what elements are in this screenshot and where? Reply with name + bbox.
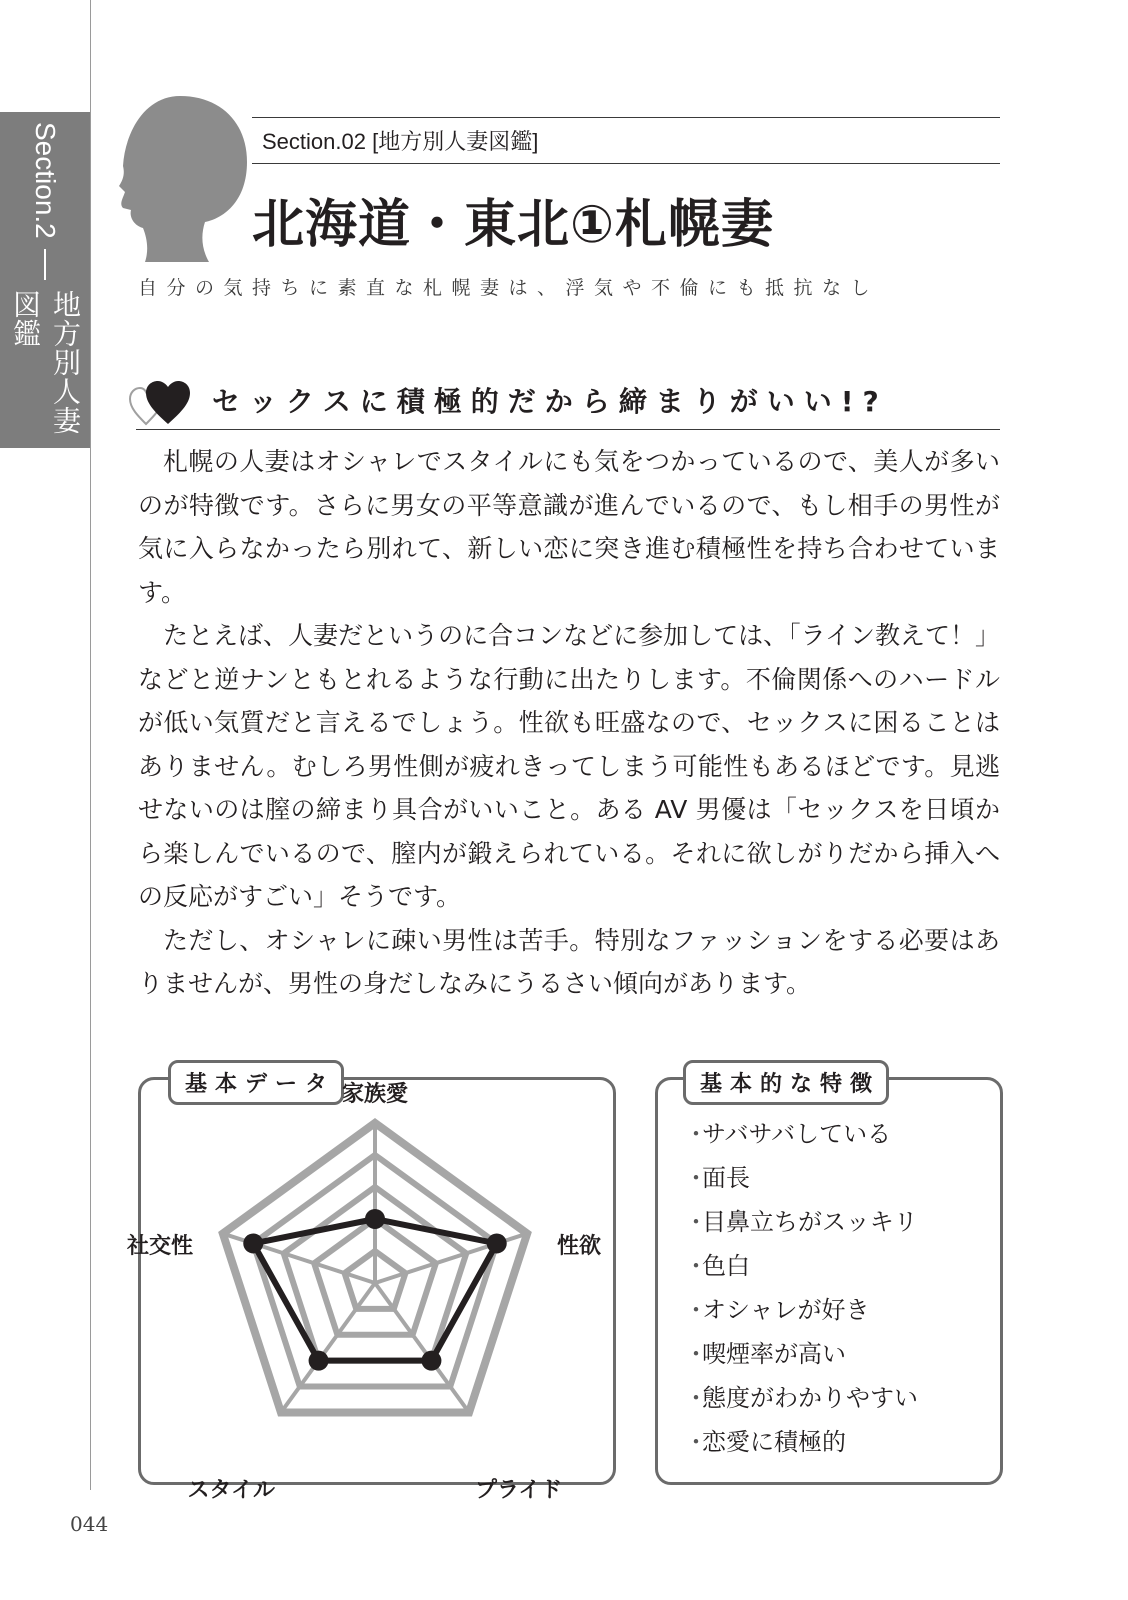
radar-chart bbox=[126, 1080, 613, 1503]
radar-point bbox=[309, 1351, 329, 1371]
heading-rule bbox=[136, 429, 1000, 430]
feature-bullet: ・ bbox=[684, 1208, 708, 1236]
features-label: 基本的な特徴 bbox=[683, 1060, 889, 1105]
feature-text: サバサバしている bbox=[702, 1120, 892, 1148]
body-text bbox=[138, 440, 1000, 1006]
feature-text: 目鼻立ちがスッキリ bbox=[702, 1208, 918, 1236]
feature-bullet: ・ bbox=[684, 1384, 708, 1412]
feature-item bbox=[684, 1288, 918, 1332]
woman-silhouette-icon bbox=[105, 92, 255, 262]
feature-bullet: ・ bbox=[684, 1340, 708, 1368]
radar-point bbox=[243, 1233, 263, 1253]
section-label: Section.02 [地方別人妻図鑑] bbox=[262, 129, 539, 154]
side-tab-section: Section.2 bbox=[30, 122, 61, 239]
feature-bullet: ・ bbox=[684, 1296, 708, 1324]
feature-item bbox=[684, 1156, 918, 1200]
radar-axis-label: 社交性 bbox=[126, 1234, 193, 1259]
feature-bullet: ・ bbox=[684, 1252, 708, 1280]
side-tab-divider bbox=[44, 249, 46, 280]
feature-item bbox=[684, 1112, 918, 1156]
feature-bullet: ・ bbox=[684, 1428, 708, 1456]
feature-text: 恋愛に積極的 bbox=[702, 1428, 846, 1456]
feature-item bbox=[684, 1244, 918, 1288]
radar-axis-label: 性欲 bbox=[557, 1234, 602, 1259]
page-number: 044 bbox=[70, 1512, 109, 1536]
feature-text: オシャレが好き bbox=[702, 1296, 870, 1324]
feature-item bbox=[684, 1420, 918, 1464]
header-rule-top bbox=[252, 117, 1000, 118]
body-paragraph-2: たとえば、人妻だというのに合コンなどに参加しては、「ライン教えて！」などと逆ナンともとれるような行動に出たりします。不倫関係へのハードルが低い気質だと言えるでしょう。性欲も旺盛なので、セックスに困ることはありません。むしろ男性側が疲れきってしまう可能性もあるほどです。見逃せないのは膣の締まり具合がいいこと。ある AV 男優は「セックスを日頃から楽しんでいるので、膣内が鍛えられている。それに欲しがりだから挿入への反応がすごい」そうです。 bbox=[138, 621, 1000, 911]
feature-text: 態度がわかりやすい bbox=[702, 1384, 918, 1412]
body-paragraph-3: ただし、オシャレに疎い男性は苦手。特別なファッションをする必要はありませんが、男性の身だしなみにうるさい傾向があります。 bbox=[138, 925, 1000, 998]
feature-bullet: ・ bbox=[684, 1120, 708, 1148]
feature-text: 喫煙率が高い bbox=[702, 1340, 846, 1368]
radar-axis-label: 家族愛 bbox=[341, 1082, 409, 1107]
feature-bullet: ・ bbox=[684, 1164, 708, 1192]
feature-item bbox=[684, 1332, 918, 1376]
radar-axis-label: プライド bbox=[475, 1478, 563, 1503]
radar-point bbox=[421, 1351, 441, 1371]
hearts-icon bbox=[130, 380, 196, 426]
feature-text: 面長 bbox=[702, 1164, 750, 1192]
side-tab-title: 地方別人妻図鑑 bbox=[9, 289, 82, 435]
radar-point bbox=[365, 1209, 385, 1229]
basic-data-label: 基本データ bbox=[168, 1060, 344, 1105]
feature-item bbox=[684, 1200, 918, 1244]
radar-point bbox=[487, 1233, 507, 1253]
features-list bbox=[684, 1112, 918, 1464]
side-tab-text bbox=[0, 112, 90, 448]
page-title: 北海道・東北①札幌妻 bbox=[252, 195, 775, 255]
section-heading: セックスに積極的だから締まりがいい!? bbox=[212, 385, 888, 418]
page-margin-rule bbox=[90, 0, 91, 1490]
header-rule-middle bbox=[252, 163, 1000, 164]
body-paragraph-1: 札幌の人妻はオシャレでスタイルにも気をつかっているので、美人が多いのが特徴です。さらに男女の平等意識が進んでいるので、もし相手の男性が気に入らなかったら別れて、新しい恋に突き進む積極性を持ち合わせています。 bbox=[138, 447, 1000, 607]
feature-text: 色白 bbox=[702, 1252, 750, 1280]
page-subtitle: 自分の気持ちに素直な札幌妻は、浮気や不倫にも抵抗なし bbox=[138, 277, 880, 299]
feature-item bbox=[684, 1376, 918, 1420]
radar-axis-label: スタイル bbox=[187, 1478, 275, 1503]
